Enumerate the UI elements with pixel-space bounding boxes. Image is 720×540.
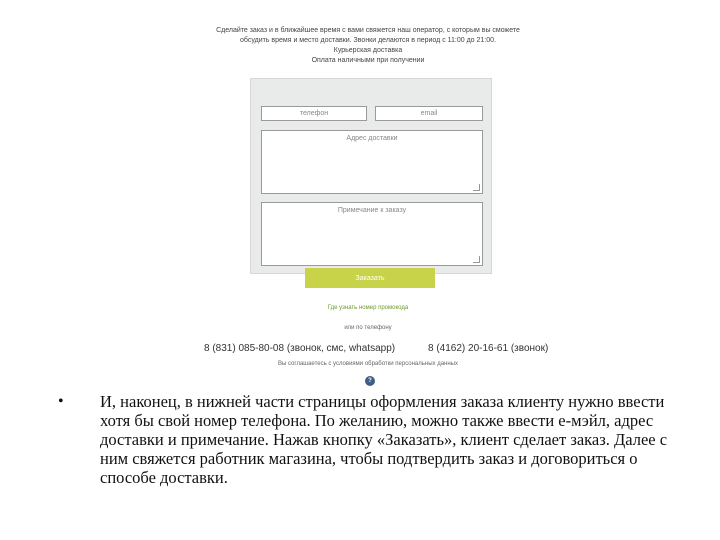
promo-code-link[interactable]: Где узнать номер промокода (327, 305, 409, 311)
order-instructions (176, 26, 560, 66)
or-phone-label: или по телефону (344, 325, 392, 331)
address-placeholder: Адрес доставки (346, 135, 398, 142)
payment-method: Оплата наличными при получении (311, 57, 425, 64)
resize-handle-icon[interactable] (473, 184, 480, 191)
delivery-method: Курьерская доставка (333, 47, 403, 54)
intro-line-2: обсудить время и место доставки. Звонки делаются в период с 11:00 до 21:00. (240, 37, 496, 44)
bullet-icon: • (58, 393, 64, 410)
order-button[interactable]: Заказать (305, 268, 435, 288)
phone-number-2[interactable]: 8 (4162) 20-16-61 (звонок) (428, 343, 549, 354)
address-textarea[interactable] (261, 130, 483, 194)
phone-number-1[interactable]: 8 (831) 085-80-08 (звонок, смс, whatsapp) (204, 343, 396, 354)
phone-input[interactable]: телефон (261, 106, 367, 121)
note-textarea[interactable] (261, 202, 483, 266)
bullet-text: И, наконец, в нижней части страницы оформления заказа клиенту нужно ввести хотя бы свой номер телефона. По желанию, можно также ввести е-мэйл, адрес доставки и примечание. Нажав кнопку «Заказать», клиент сделает заказ. Далее с ним свяжется работник магазина, чтобы подтвердить заказ и договориться о способе доставки. (100, 392, 668, 487)
order-form (250, 78, 492, 274)
slide-bullet (58, 392, 688, 487)
email-input[interactable]: email (375, 106, 483, 121)
intro-line-1: Сделайте заказ и в ближайшее время с вами свяжется наш оператор, с которым вы сможете (216, 27, 520, 34)
help-icon[interactable]: ? (365, 376, 375, 386)
resize-handle-icon[interactable] (473, 256, 480, 263)
consent-note: Вы соглашаетесь с условиями обработки персональных данных (278, 361, 458, 367)
note-placeholder: Примечание к заказу (337, 207, 407, 214)
order-page-screenshot (176, 18, 560, 388)
